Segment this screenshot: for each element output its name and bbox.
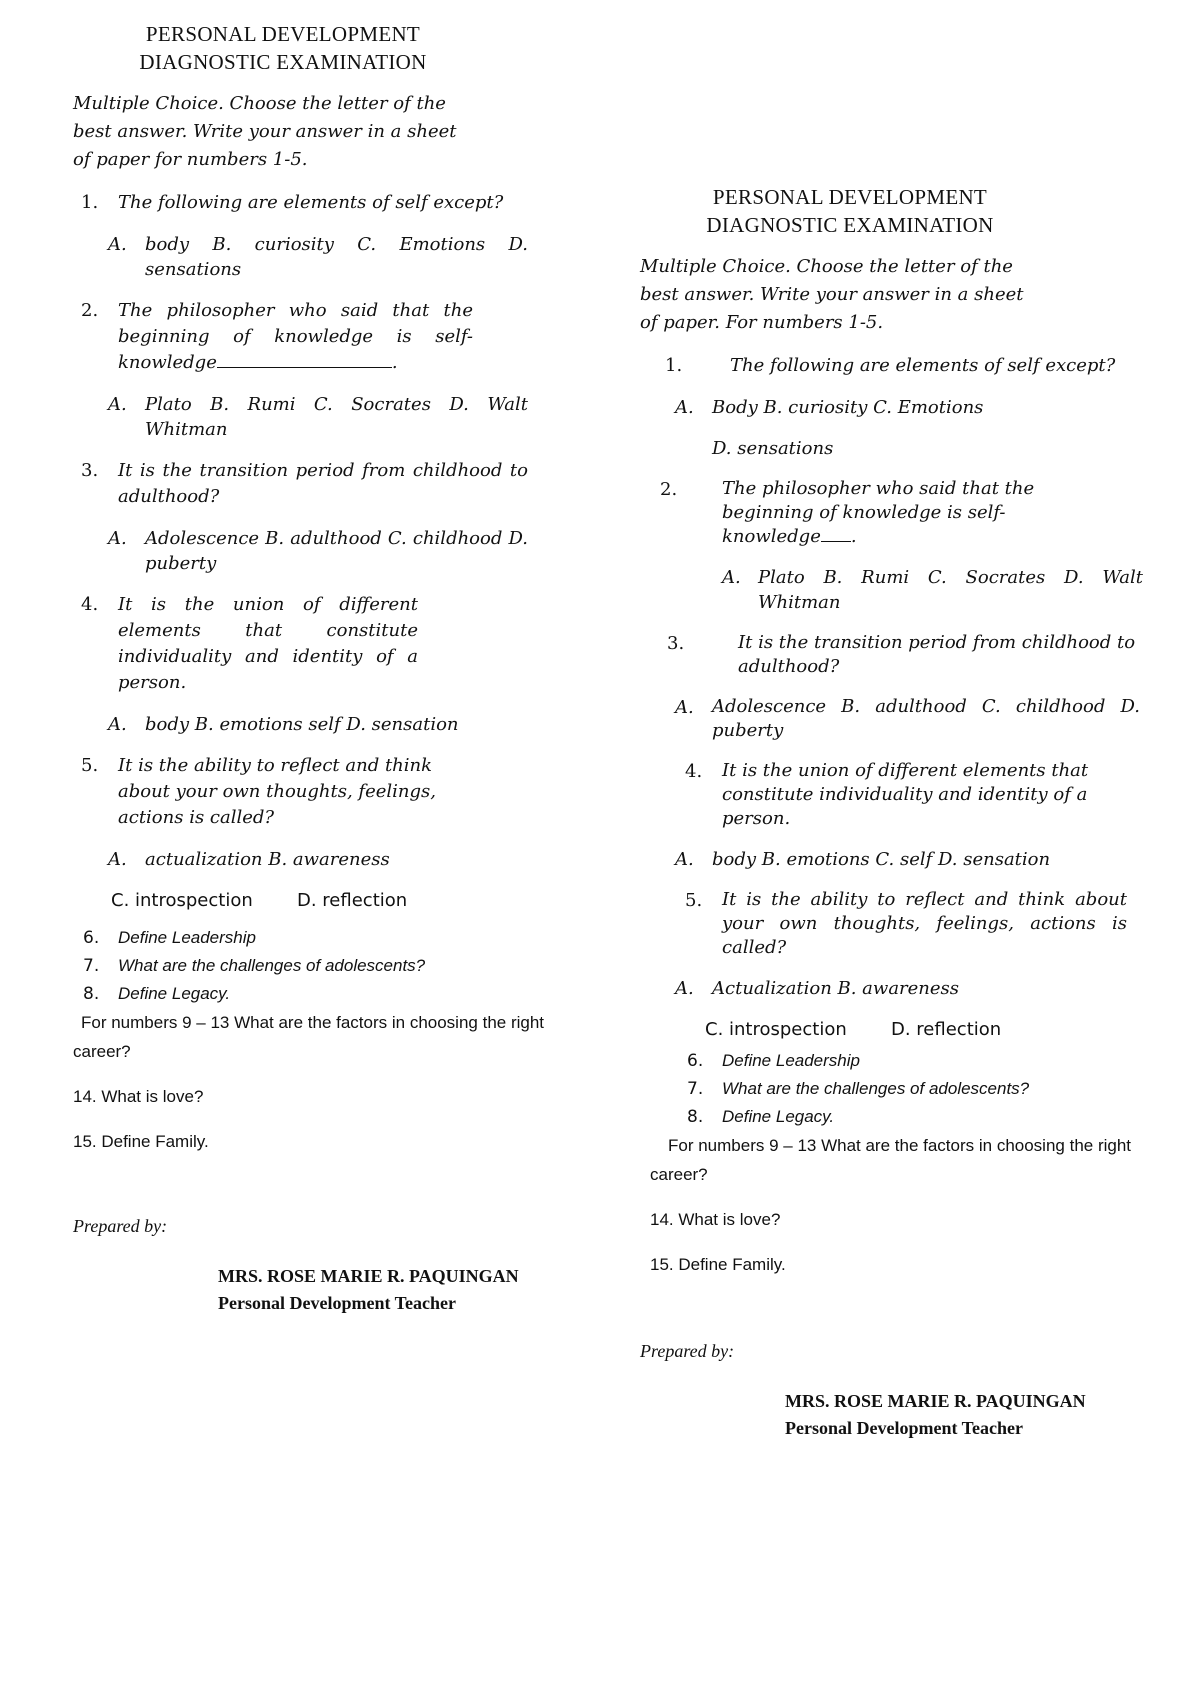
question-text: It is the ability to reflect and think about your own thoughts, feelings, actions is called?	[722, 889, 1127, 958]
question-number: 3.	[81, 460, 99, 481]
question-text: What are the challenges of adolescents?	[722, 1079, 1030, 1098]
option-letter: A.	[675, 978, 694, 999]
question-7	[640, 1075, 1140, 1103]
left-exam-copy	[73, 20, 573, 1317]
question-end: .	[850, 526, 857, 547]
question-end: .	[391, 352, 398, 373]
question-text-body: The philosopher who said that the beginning of knowledge is self-knowledge	[118, 300, 473, 373]
question-4	[640, 759, 1140, 831]
questions-9-13: For numbers 9 – 13 What are the factors in choosing the right career?	[73, 1013, 545, 1061]
question-5-options	[73, 847, 573, 872]
question-number: 6.	[83, 928, 100, 948]
option-text: Body B. curiosity C. Emotions	[712, 397, 984, 418]
option-text: body B. emotions self D. sensation	[145, 714, 459, 735]
question-5-options	[640, 976, 1140, 1001]
right-exam-copy	[640, 183, 1143, 1442]
option-letter: A.	[675, 697, 694, 718]
question-1	[640, 353, 1140, 379]
question-2	[73, 298, 573, 376]
option-letter: A.	[722, 567, 741, 588]
option-d: D. reflection	[891, 1019, 1002, 1040]
question-number: 7.	[83, 956, 100, 976]
question-number: 2.	[81, 300, 99, 321]
teacher-name: MRS. ROSE MARIE R. PAQUINGAN	[785, 1391, 1086, 1411]
question-4-options	[73, 712, 573, 737]
question-5-options-cd	[705, 1017, 1140, 1043]
question-6	[640, 1047, 1140, 1075]
question-number: 7.	[687, 1079, 704, 1099]
question-3-options	[73, 526, 573, 576]
title-line-1: PERSONAL DEVELOPMENT	[712, 185, 988, 209]
question-number: 3.	[667, 633, 685, 654]
question-text: It is the transition period from childhood to adulthood?	[738, 632, 1136, 677]
question-1	[73, 190, 573, 216]
signature-block	[218, 1263, 573, 1317]
option-c: C. introspection	[705, 1019, 847, 1040]
questions-9-13: For numbers 9 – 13 What are the factors in choosing the right career?	[650, 1136, 1132, 1184]
question-1-options-d	[640, 436, 1140, 461]
option-text: Adolescence B. adulthood C. childhood D. puberty	[145, 528, 528, 574]
title-line-2: DIAGNOSTIC EXAMINATION	[139, 50, 427, 74]
teacher-name: MRS. ROSE MARIE R. PAQUINGAN	[218, 1266, 519, 1286]
option-text: body B. curiosity C. Emotions D. sensations	[145, 234, 528, 280]
question-8	[640, 1103, 1140, 1131]
question-2	[640, 477, 1140, 549]
question-text: Define Leadership	[722, 1051, 860, 1070]
question-3-options	[640, 695, 1140, 743]
question-2-options	[640, 565, 1143, 615]
title-line-2: DIAGNOSTIC EXAMINATION	[706, 213, 994, 237]
question-number: 5.	[81, 755, 99, 776]
question-1-options	[73, 232, 573, 282]
question-text: It is the transition period from childhood to adulthood?	[118, 460, 528, 507]
teacher-role: Personal Development Teacher	[785, 1418, 1023, 1438]
question-number: 2.	[660, 479, 678, 500]
question-text-body: The philosopher who said that the beginning of knowledge is self-knowledge	[722, 478, 1035, 547]
question-text: It is the union of different elements that constitute individuality and identity of a person.	[722, 760, 1089, 829]
option-letter: A.	[108, 394, 127, 415]
option-c: C. introspection	[111, 890, 253, 911]
question-1-options	[640, 395, 1140, 420]
question-number: 8.	[83, 984, 100, 1004]
question-5	[73, 753, 573, 831]
option-d: D. reflection	[297, 890, 408, 911]
answer-blank	[821, 525, 851, 542]
question-number: 1.	[81, 192, 99, 213]
option-text: Plato B. Rumi C. Socrates D. Walt Whitman	[145, 394, 528, 440]
prepared-by-label: Prepared by:	[73, 1216, 168, 1236]
option-text: Adolescence B. adulthood C. childhood D. puberty	[712, 696, 1140, 741]
question-text: What are the challenges of adolescents?	[118, 956, 426, 975]
option-text: D. sensations	[712, 438, 834, 459]
option-letter: A.	[675, 849, 694, 870]
option-letter: A.	[108, 714, 127, 735]
option-text: Actualization B. awareness	[712, 978, 960, 999]
prepared-by-label: Prepared by:	[640, 1341, 735, 1361]
option-letter: A.	[108, 528, 127, 549]
question-3	[73, 458, 573, 510]
question-15: 15. Define Family.	[650, 1255, 786, 1274]
signature-block	[785, 1388, 1140, 1442]
exam-title	[640, 183, 1060, 239]
question-15: 15. Define Family.	[73, 1132, 209, 1151]
question-8	[73, 980, 573, 1008]
question-number: 8.	[687, 1107, 704, 1127]
question-3	[640, 631, 1140, 679]
option-text: actualization B. awareness	[145, 849, 390, 870]
question-text: Define Legacy.	[118, 984, 231, 1003]
teacher-role: Personal Development Teacher	[218, 1293, 456, 1313]
question-number: 4.	[685, 761, 703, 782]
question-number: 5.	[685, 890, 703, 911]
question-number: 6.	[687, 1051, 704, 1071]
exam-title	[73, 20, 493, 76]
answer-blank	[217, 351, 392, 368]
question-4-options	[640, 847, 1140, 872]
question-5-options-cd	[111, 888, 573, 914]
question-text: The following are elements of self except?	[118, 192, 504, 213]
title-line-1: PERSONAL DEVELOPMENT	[145, 22, 421, 46]
question-14: 14. What is love?	[73, 1087, 204, 1106]
question-text	[722, 477, 1062, 549]
question-text: Define Leadership	[118, 928, 256, 947]
option-letter: A.	[108, 234, 127, 255]
option-text: Plato B. Rumi C. Socrates D. Walt Whitman	[758, 567, 1143, 613]
question-6	[73, 924, 573, 952]
question-7	[73, 952, 573, 980]
option-letter: A.	[675, 397, 694, 418]
question-5	[640, 888, 1140, 960]
instructions: Multiple Choice. Choose the letter of the best answer. Write your answer in a sheet of paper for numbers 1-5.	[73, 93, 457, 170]
question-number: 1.	[665, 355, 683, 376]
question-14: 14. What is love?	[650, 1210, 781, 1229]
question-4	[73, 592, 573, 696]
question-text: It is the union of different elements that constitute individuality and identity of a person.	[118, 594, 418, 693]
question-text: The following are elements of self except?	[730, 355, 1116, 376]
option-text: body B. emotions C. self D. sensation	[712, 849, 1051, 870]
option-letter: A.	[108, 849, 127, 870]
question-text	[118, 298, 473, 376]
instructions: Multiple Choice. Choose the letter of the best answer. Write your answer in a sheet of paper. For numbers 1-5.	[640, 256, 1024, 333]
question-number: 4.	[81, 594, 99, 615]
question-2-options	[73, 392, 573, 442]
question-text: It is the ability to reflect and think about your own thoughts, feelings, actions is called?	[118, 755, 436, 828]
question-text: Define Legacy.	[722, 1107, 835, 1126]
